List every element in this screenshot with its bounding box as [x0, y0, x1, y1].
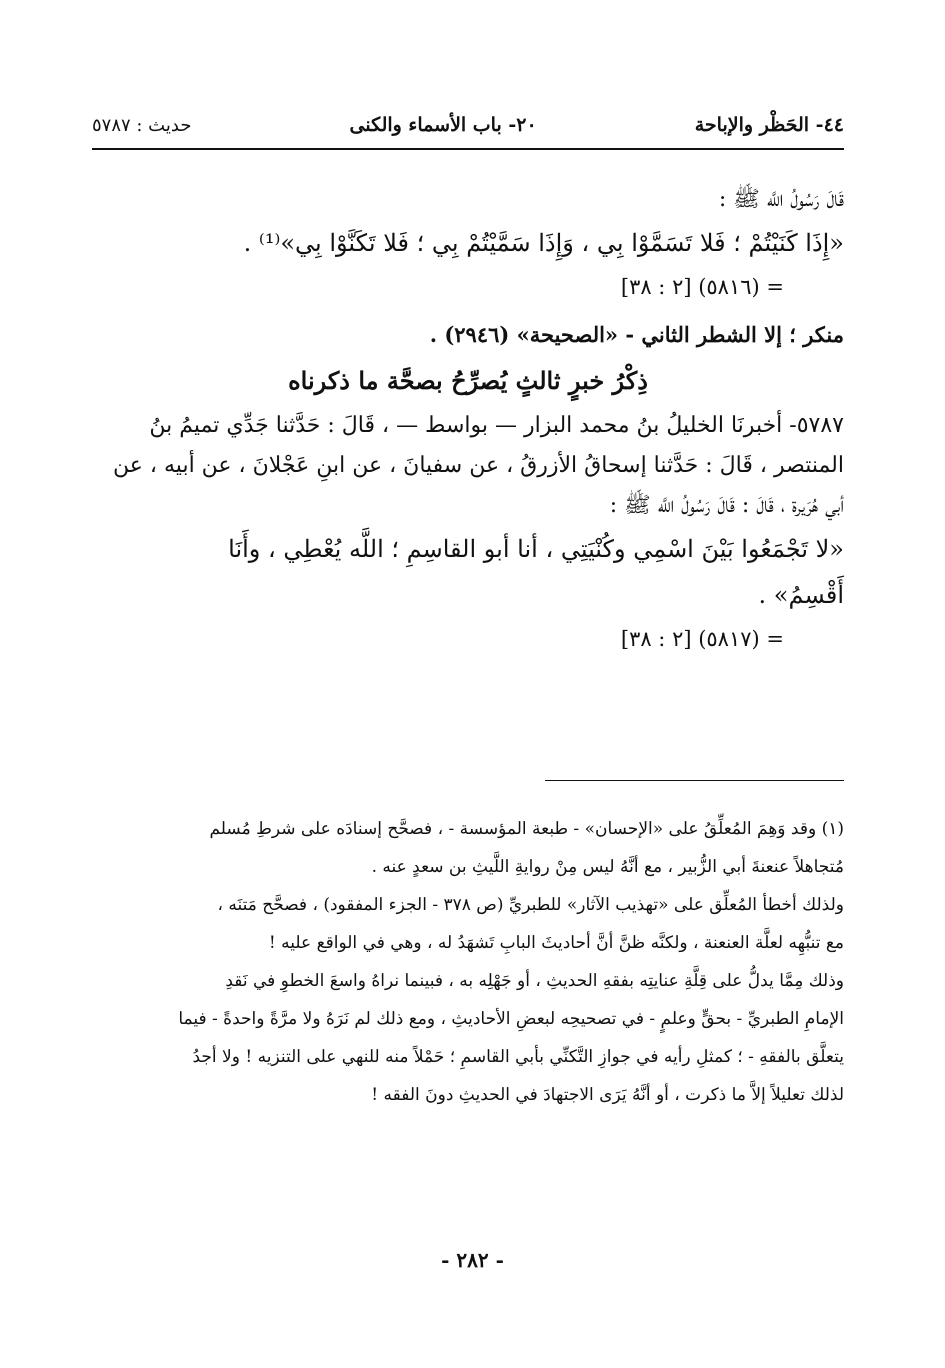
footnote-divider — [545, 780, 844, 781]
footnote-line: ولذلك أخطأ المُعلِّق على «تهذيب الآثار» للطبريِّ (ص ٣٧٨ - الجزء المفقود) ، فصحَّح مَتنَه ، — [217, 895, 844, 915]
running-header — [92, 105, 844, 145]
text-line: قَالَ رَسُولُ اللَّه ﷺ : — [718, 187, 844, 212]
header-chapter-title: ٢٠- باب الأسماء والكنى — [349, 114, 537, 136]
isnad-line: ٥٧٨٧- أخبرنَا الخليلُ بنُ محمد البزار — بواسط — ، قَالَ : حَدَّثنا جَدِّي تميمُ بنُ — [149, 413, 844, 438]
footnote-line: لذلك تعليلاً إلاَّ ما ذكرت ، أو أنَّهُ يَرَى الاجتهادَ في الحديثِ دونَ الفقه ! — [371, 1085, 844, 1105]
footnote-line: مع تنبُّهِه لعلَّة العنعنة ، ولكنَّه ظنَّ أنَّ أحاديثَ البابِ تَشهَدُ له ، وهي في الواقع عليه ! — [268, 933, 844, 953]
grading-note: منكر ؛ إلا الشطر الثاني - «الصحيحة» (٢٩٤٦) . — [429, 322, 844, 347]
header-divider — [92, 148, 844, 150]
footnotes — [92, 812, 844, 1116]
header-book-title: ٤٤- الحَظْر والإباحة — [694, 114, 844, 136]
hadith-quote: «لا تَجْمَعُوا بَيْنَ اسْمِي وكُنْيَتِي ، أنا أبو القاسِمِ ؛ اللَّه يُعْطِي ، وأَنَا — [228, 535, 844, 563]
footnote-line: وذلك مِمَّا يدلُّ على قِلَّةِ عنايتِه بفقهِ الحديثِ ، أو جَهْلِه به ، فبينما نراهُ واسعَ الخطوِ في نَقدِ — [225, 971, 844, 991]
isnad-line: أبي هُرَيرة ، قَالَ : قَالَ رَسُولُ اللَّه ﷺ : — [609, 493, 844, 518]
footnote-line: يتعلَّق بالفقهِ - ؛ كمثلِ رأيه في جوازِ التَّكنِّي بأبي القاسمِ ؛ حَمْلاً منه للنهي على التنزيه ! ولا أجدُ — [192, 1047, 844, 1067]
section-heading: ذِكْرُ خبرٍ ثالثٍ يُصرِّحُ بصحَّة ما ذكرناه — [288, 366, 648, 395]
footnote-line: (١) وقد وَهِمَ المُعلِّقُ على «الإحسان» - طبعة المؤسسة - ، فصحَّح إسنادَه على شرطِ مُسلم — [209, 819, 844, 839]
hadith-quote: أَقْسِمُ» . — [758, 581, 844, 609]
cross-reference: = (٥٨١٦) [٢ : ٣٨] — [620, 275, 784, 299]
header-hadith-ref: حديث : ٥٧٨٧ — [92, 114, 192, 136]
footnote-line: مُتجاهلاً عنعنةَ أبي الزُّبير ، مع أنَّهُ ليس مِنْ روايةِ اللَّيثِ بن سعدٍ عنه . — [371, 857, 844, 877]
page-number: - ٢٨٢ - — [441, 1248, 504, 1272]
main-text — [92, 180, 844, 660]
isnad-line: المنتصر ، قَالَ : حَدَّثنا إسحاقُ الأزرقُ ، عن سفيانَ ، عن ابنِ عَجْلانَ ، عن أبيه ، عن — [113, 453, 844, 478]
footnote-line: الإمامِ الطبريِّ - بحقٍّ وعلمٍ - في تصحيحِه لبعضِ الأحاديثِ ، ومع ذلك لم نَرَهُ ولا مرَّةً واحدةً - فيما — [178, 1009, 844, 1029]
cross-reference: = (٥٨١٧) [٢ : ٣٨] — [620, 627, 784, 651]
hadith-quote: «إِذَا كَنَيْتُمْ ؛ فَلا تَسَمَّوْا بِي ، وَإِذَا سَمَّيْتُمْ بِي ؛ فَلا تَكَنَّوْا بِي»⁽¹⁾ . — [243, 229, 844, 257]
